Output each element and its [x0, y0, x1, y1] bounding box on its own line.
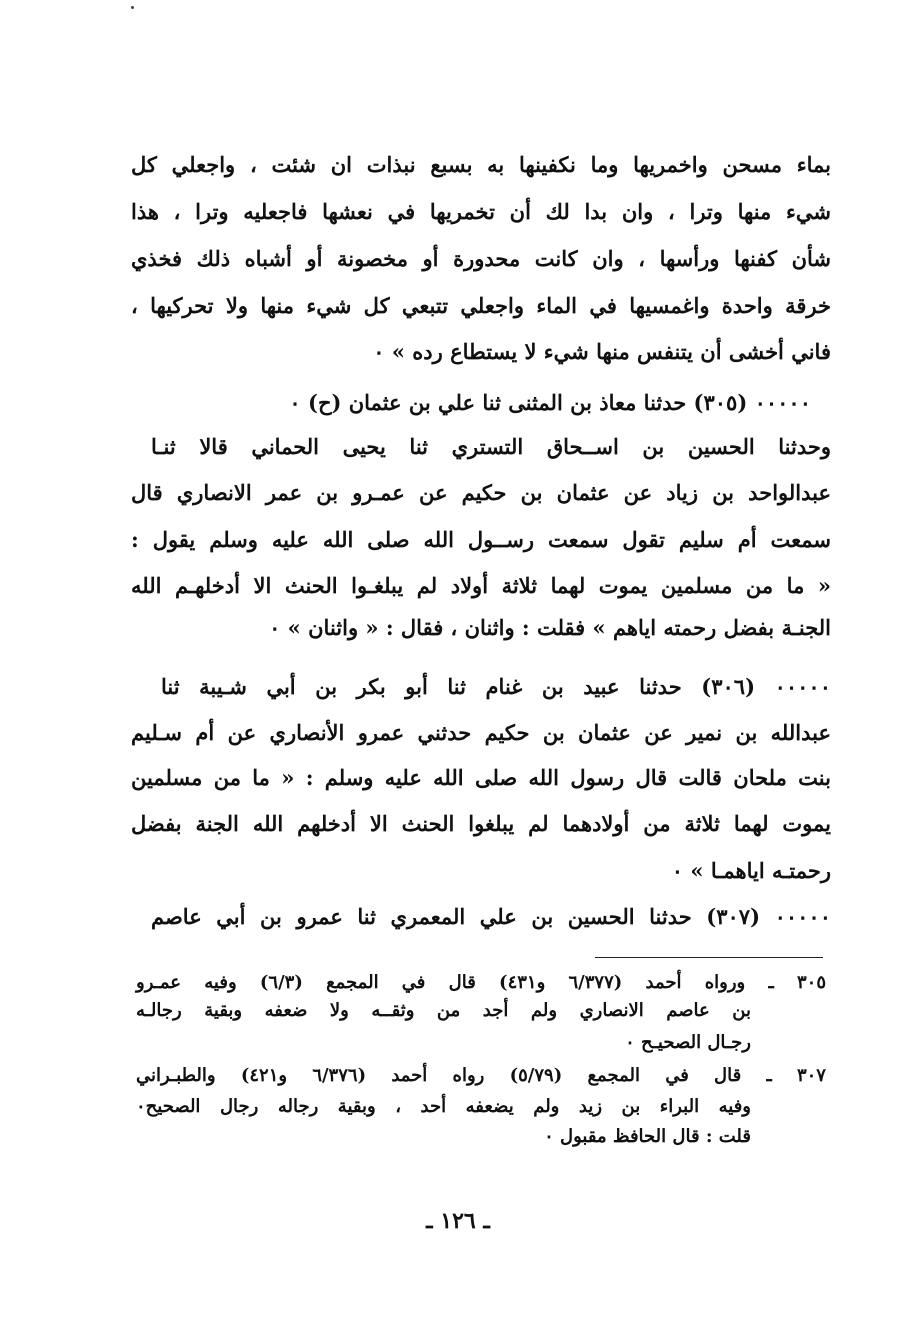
body-line: خرقة واحدة واغمسيها في الماء واجعلي تتبعي كل شيء منها ولا تحركيها ، — [131, 293, 831, 318]
body-line: يموت لهما ثلاثة من أولادهما لم يبلغوا الحنث الا أدخلهم الله الجنة بفضل — [131, 811, 831, 836]
body-line: سمعت أم سليم تقول سمعت رســول الله صلى الله عليه وسلم يقول : — [131, 527, 831, 552]
body-line: بنت ملحان قالت قال رسول الله صلى الله عليه وسلم : « ما من مسلمين — [131, 765, 831, 790]
body-line: فاني أخشى أن يتنفس منها شيء لا يستطاع رده » ٠ — [373, 339, 831, 364]
footnote-line: ٣٠٧ ـ قال في المجمع (٥/٧٩) رواه أحمد (٦/٣٧٦ و٤٢١) والطبـراني — [136, 1065, 826, 1086]
scan-speck — [131, 6, 134, 9]
body-line: وحدثنا الحسين بن اســحاق التستري ثنا يحيى الحماني قالا ثنـا — [151, 434, 831, 459]
footnote-line: وفيه البراء بن زيد ولم يضعفه أحد ، وبقية رجاله رجال الصحيح٠ — [136, 1096, 751, 1117]
body-line: شأن كفنها ورأسها ، وان كانت محدورة أو مخصونة أو أشباه ذلك فخذي — [131, 246, 831, 271]
body-line: بماء مسحن واخمريها وما نكفينها به بسبع نبذات ان شئت ، واجعلي كل — [131, 152, 831, 177]
body-line: عبدالواحد بن زياد عن عثمان بن حكيم عن عمـرو بن عمر الانصاري قال — [131, 480, 831, 505]
page-number: ـ ١٢٦ ـ — [426, 1208, 490, 1234]
hadith-307-heading: ٠٠٠٠٠ (٣٠٧) حدثنا الحسين بن علي المعمري ثنا عمرو بن أبي عاصم — [151, 904, 831, 929]
hadith-305-heading: ٠٠٠٠٠ (٣٠٥) حدثنا معاذ بن المثنى ثنا علي بن عثمان (ح) ٠ — [289, 390, 811, 415]
body-line: « ما من مسلمين يموت لهما ثلاثة أولاد لم يبلغـوا الحنث الا أدخلهـم الله — [131, 573, 831, 598]
footnote-line: قلت : قال الحافظ مقبول ٠ — [544, 1126, 751, 1147]
footnote-line: ٣٠٥ ـ ورواه أحمد (٦/٣٧٧ و٤٣١) قال في المجمع (٦/٣) وفيه عمـرو — [136, 972, 826, 993]
body-line: الجنـة بفضل رحمته اياهم » فقلت : واثنان ، فقال : « واثنان » ٠ — [269, 615, 831, 640]
body-line: شيء منها وترا ، وان بدا لك أن تخمريها في نعشها فاجعليه وترا ، هذا — [131, 199, 831, 224]
footnote-separator — [595, 957, 823, 958]
footnote-line: رجـال الصحيـح ٠ — [625, 1032, 751, 1053]
footnote-line: بن عاصم الانصاري ولم أجد من وثقــه ولا ضعفه وبقية رجالـه — [136, 1000, 751, 1021]
body-line: عبدالله بن نمير عن عثمان بن حكيم حدثني عمرو الأنصاري عن أم سـليم — [131, 720, 831, 745]
hadith-306-heading: ٠٠٠٠٠ (٣٠٦) حدثنا عبيد بن غنام ثنا أبو بكر بن أبي شـيبة ثنا — [161, 674, 831, 699]
body-line: رحمتـه اياهمـا » ٠ — [671, 858, 831, 883]
